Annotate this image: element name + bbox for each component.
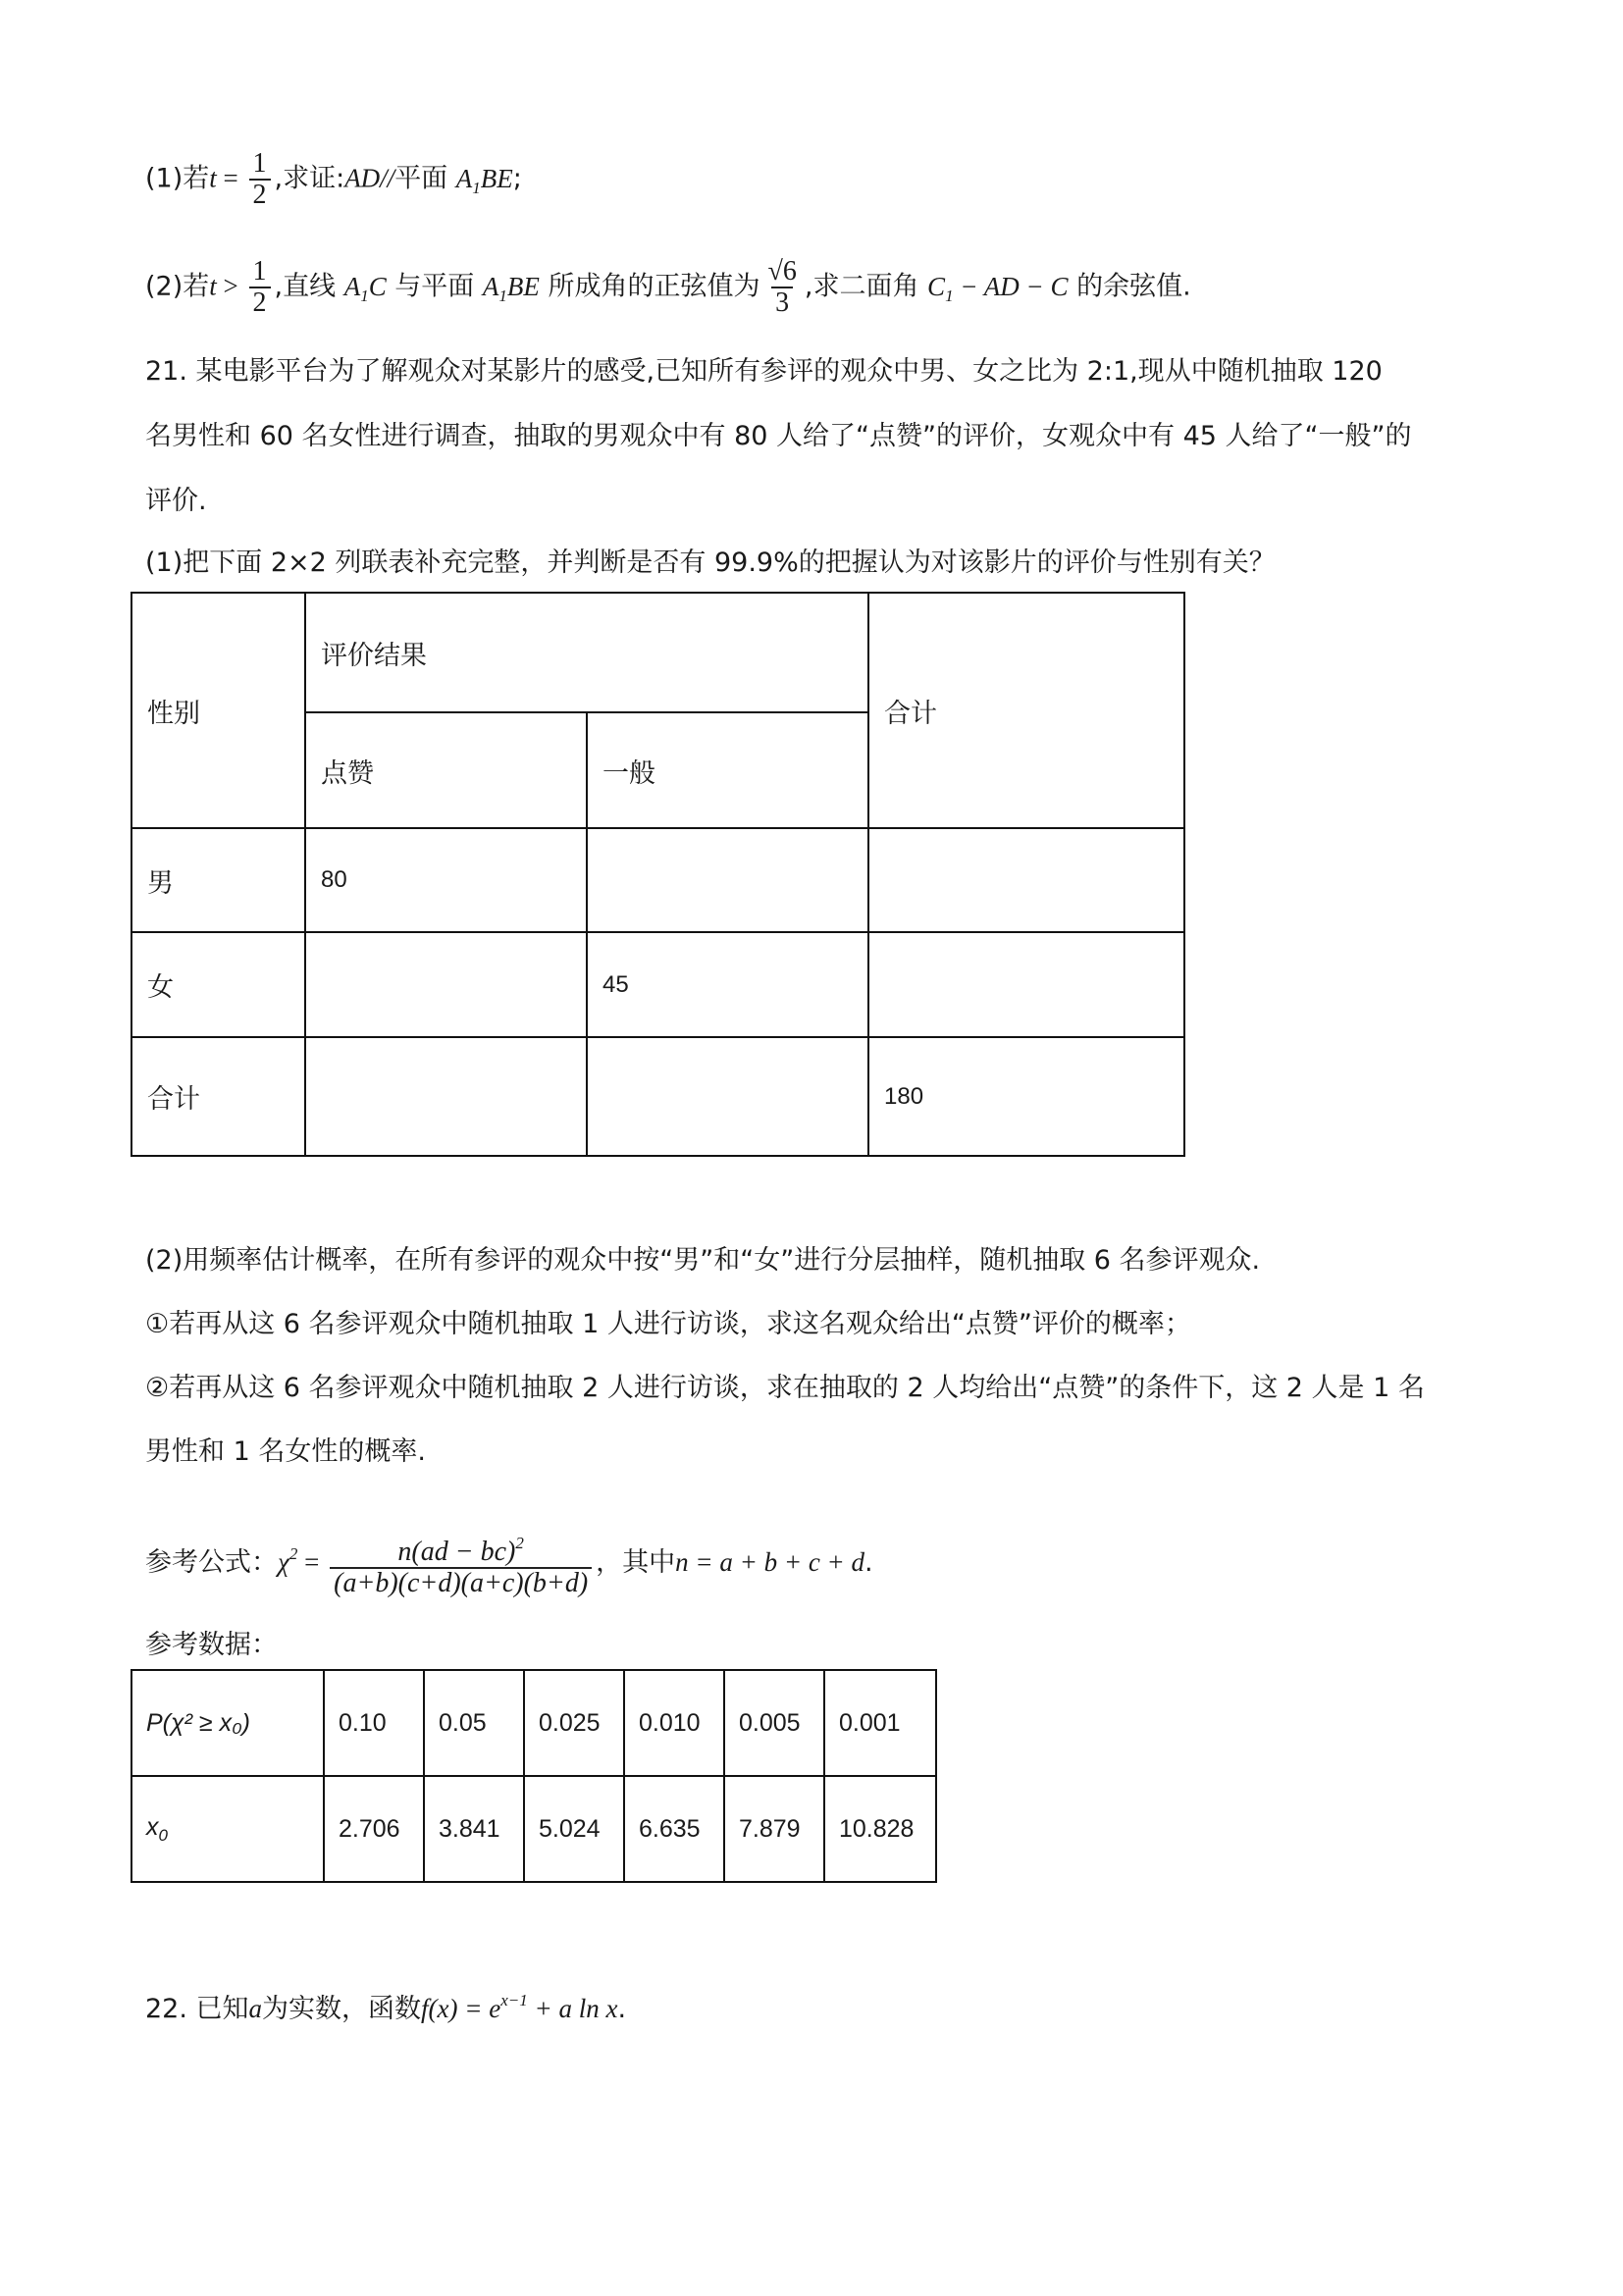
fraction-one-half: $\frac{1}{2}$ (249, 149, 271, 210)
var-a: a (248, 1994, 263, 2023)
q21-sub2-line2: 男性和 1 名女性的概率. (145, 1436, 426, 1467)
formula-label: 参考公式： (145, 1547, 278, 1578)
reference-data-label: 参考数据： (145, 1630, 278, 1660)
x0-value: 7.879 (724, 1776, 824, 1882)
text-prove: ,求证: (274, 163, 345, 194)
header-like: 点赞 (305, 712, 587, 828)
text-with-plane: 与平面 (394, 271, 475, 302)
p-value: 0.10 (324, 1670, 424, 1776)
chi-square-symbol: $\chi^2$ (278, 1544, 298, 1577)
reference-formula (145, 1529, 873, 1598)
cell-neutral (587, 1037, 868, 1156)
text-sine: 所成角的正弦值为 (548, 271, 760, 302)
period: . (864, 1547, 873, 1578)
math-plane-a1be: $A_1BE$ (455, 163, 513, 197)
x0-value: 6.635 (624, 1776, 724, 1882)
q22-prefix: 22. 已知 (145, 1994, 249, 2024)
q21-part2: (2)用频率估计概率，在所有参评的观众中按“男”和“女”进行分层抽样，随机抽取 6 名参评观众. (145, 1245, 1261, 1276)
table-row (131, 1037, 1184, 1156)
row-label: 合计 (131, 1037, 305, 1156)
p-value: 0.010 (624, 1670, 724, 1776)
header-result: 评价结果 (305, 593, 868, 712)
math-n-sum: n = a + b + c + d (675, 1547, 865, 1577)
contingency-table (131, 592, 1185, 1157)
x0-value: 3.841 (424, 1776, 524, 1882)
q22-stem (145, 1984, 626, 2026)
row-label: 男 (131, 828, 305, 932)
cell-neutral: 45 (587, 932, 868, 1037)
table-row (131, 1776, 936, 1882)
cell-total: 180 (868, 1037, 1184, 1156)
q20-part2-prefix: (2)若 (145, 271, 210, 302)
op-eq: = (216, 163, 245, 193)
table-row (131, 932, 1184, 1037)
cell-like: 80 (305, 828, 587, 932)
q21-sub1: ①若再从这 6 名参评观众中随机抽取 1 人进行访谈，求这名观众给出“点赞”评价的概率； (145, 1309, 1191, 1339)
x0-row-label: $x_0$ (131, 1776, 324, 1882)
q21-part1: (1)把下面 2×2 列联表补充完整，并判断是否有 99.9%的把握认为对该影片的评价与性别有关？ (145, 548, 1276, 578)
period: . (617, 1994, 627, 2024)
semicolon: ; (512, 163, 522, 194)
q20-part1-prefix: (1)若 (145, 163, 210, 194)
x0-value: 5.024 (524, 1776, 624, 1882)
p-value: 0.05 (424, 1670, 524, 1776)
q21-line3: 评价. (145, 486, 207, 516)
cell-total (868, 828, 1184, 932)
cell-like (305, 932, 587, 1037)
text-line: ,直线 (274, 271, 337, 302)
exponent: x−1 (500, 1991, 528, 2009)
text-dihedral: ,求二面角 (804, 271, 919, 302)
q20-part1 (145, 149, 522, 210)
text-where: ，其中 (596, 1547, 676, 1578)
chi-square-fraction: $\frac{n(ad - bc)^2}{(a+b)(c+d)(a+c)(b+d)}$ (330, 1529, 592, 1598)
cell-neutral (587, 828, 868, 932)
text-plane: 平面 (394, 163, 448, 194)
fraction-one-half: $\frac{1}{2}$ (249, 257, 271, 318)
math-dihedral-angle: $C_1$ − AD − C (927, 271, 1069, 305)
header-gender: 性别 (131, 593, 305, 828)
math-line-a1c: $A_1C$ (343, 271, 387, 305)
table-row (131, 828, 1184, 932)
header-neutral: 一般 (587, 712, 868, 828)
text-cosine: 的余弦值. (1076, 271, 1191, 302)
fraction-sqrt6-over-3: $\frac{√6}{3}$ (767, 256, 797, 318)
x0-value: 10.828 (824, 1776, 936, 1882)
header-total: 合计 (868, 593, 1184, 828)
math-aln: + a ln x (527, 1994, 618, 2023)
p-value: 0.025 (524, 1670, 624, 1776)
math-plane-a1be: $A_1BE$ (482, 271, 540, 305)
p-row-label: P(χ² ≥ x₀) (131, 1670, 324, 1776)
var-t: t (209, 163, 217, 193)
cell-total (868, 932, 1184, 1037)
row-label: 女 (131, 932, 305, 1037)
op-gt: > (216, 271, 245, 301)
q20-part2 (145, 257, 1191, 318)
var-t: t (209, 271, 217, 301)
q21-line2: 名男性和 60 名女性进行调查，抽取的男观众中有 80 人给了“点赞”的评价，女观众中有 45 人给了“一般”的 (145, 421, 1412, 451)
p-value: 0.005 (724, 1670, 824, 1776)
math-function: f(x) = e (421, 1994, 501, 2023)
text-function: 为实数，函数 (262, 1994, 422, 2024)
p-value: 0.001 (824, 1670, 936, 1776)
op-eq: = (297, 1547, 327, 1577)
q21-line1: 21. 某电影平台为了解观众对某影片的感受,已知所有参评的观众中男、女之比为 2:1,现从中随机抽取 120 (145, 356, 1383, 387)
reference-data-table (131, 1669, 937, 1883)
math-ad-parallel: AD// (344, 163, 395, 193)
cell-like (305, 1037, 587, 1156)
q21-sub2-line1: ②若再从这 6 名参评观众中随机抽取 2 人进行访谈，求在抽取的 2 人均给出“点赞”的条件下，这 2 人是 1 名 (145, 1373, 1425, 1403)
table-row (131, 1670, 936, 1776)
x0-value: 2.706 (324, 1776, 424, 1882)
